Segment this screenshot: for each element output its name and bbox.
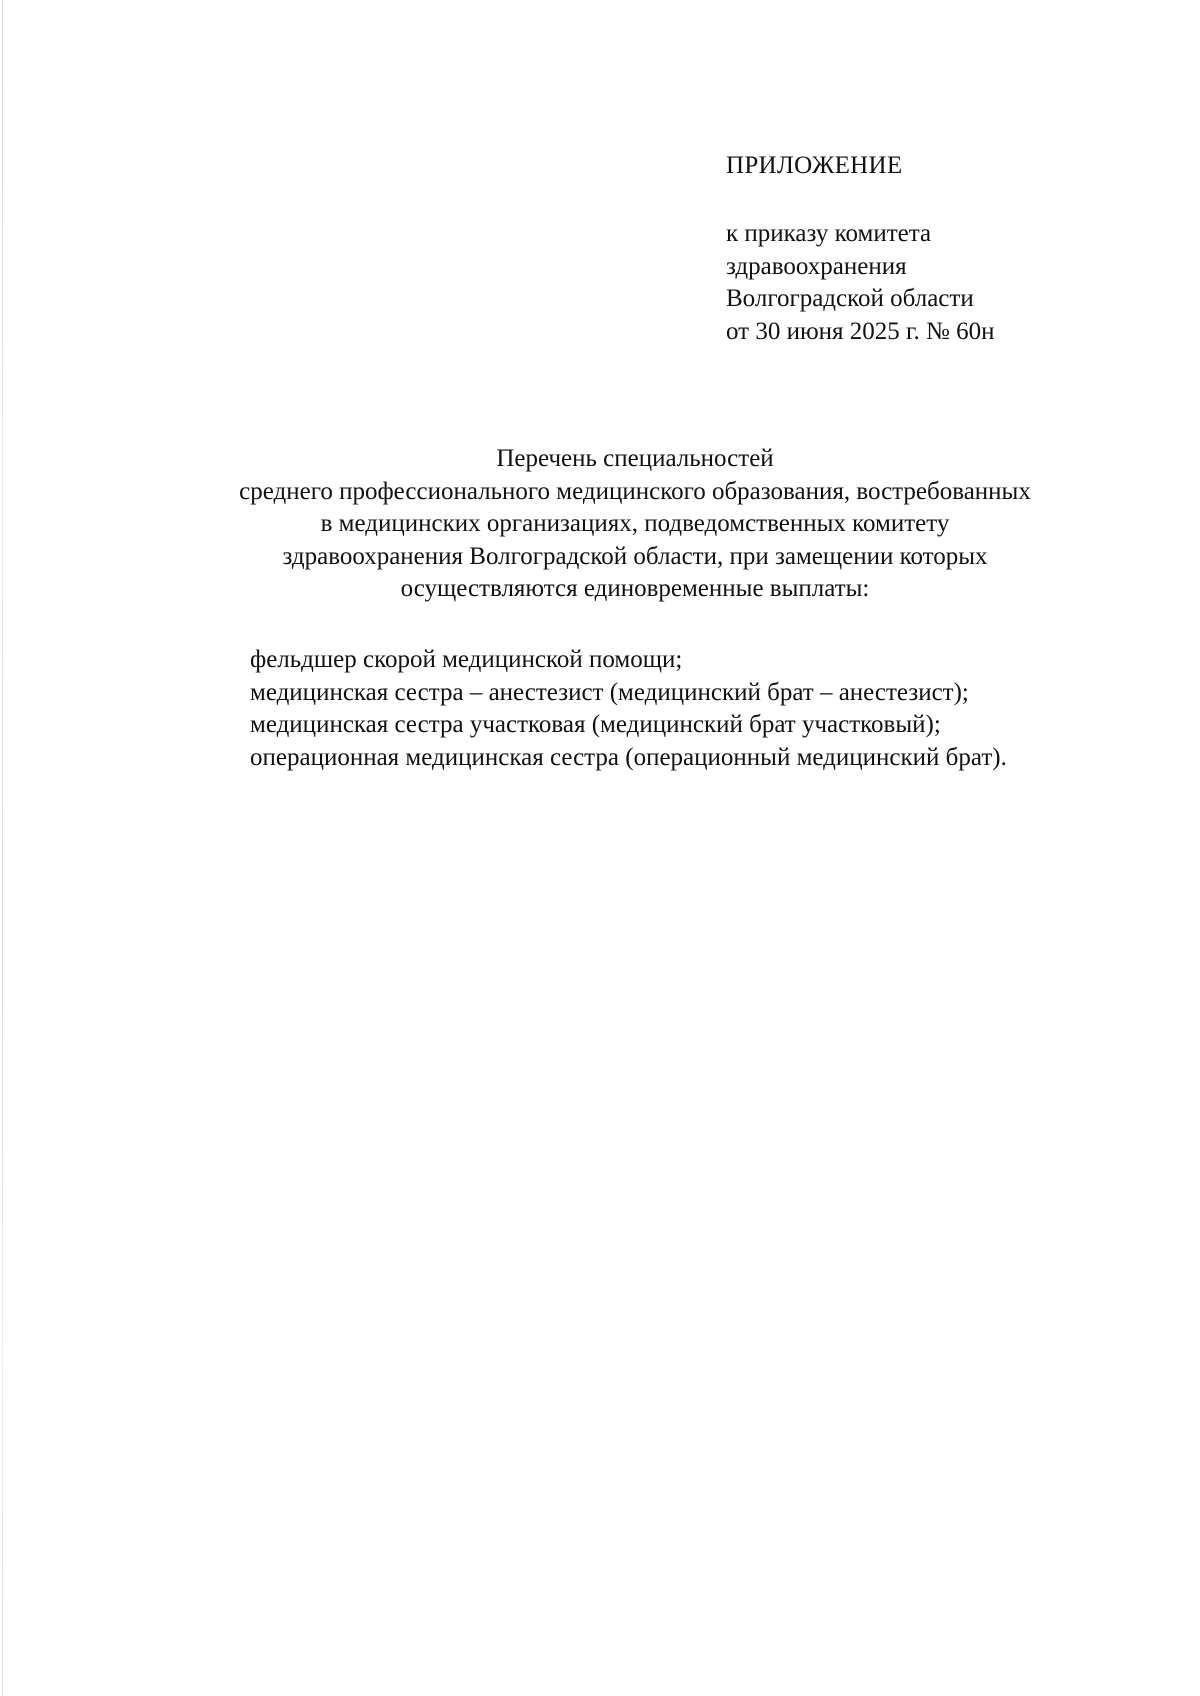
specialties-list xyxy=(178,644,1090,774)
specialty-item: медицинская сестра участковая (медицинский брат участковый); xyxy=(250,711,941,738)
appendix-block xyxy=(726,150,1146,348)
specialty-item: операционная медицинская сестра (операционный медицинский брат). xyxy=(250,743,1007,771)
title-line: осуществляются единовременные выплаты: xyxy=(400,575,870,602)
appendix-heading: ПРИЛОЖЕНИЕ xyxy=(726,152,903,179)
appendix-line-order: к приказу комитета xyxy=(726,220,932,247)
appendix-line-date: от 30 июня 2025 г. № 60н xyxy=(726,317,995,345)
scan-edge-line xyxy=(2,0,3,1696)
specialty-item: фельдшер скорой медицинской помощи; xyxy=(250,646,683,673)
title-line: Перечень специальностей xyxy=(496,445,774,472)
appendix-line-region: Волгоградской области xyxy=(726,285,974,312)
appendix-line-health: здравоохранения xyxy=(726,252,907,280)
specialty-item: медицинская сестра – анестезист (медицинский брат – анестезист); xyxy=(250,678,969,706)
document-title xyxy=(150,443,1120,606)
title-line: здравоохранения Волгоградской области, при замещении которых xyxy=(282,542,988,570)
title-line: среднего профессионального медицинского образования, востребованных xyxy=(239,477,1031,505)
title-line: в медицинских организациях, подведомственных комитету xyxy=(320,510,950,537)
